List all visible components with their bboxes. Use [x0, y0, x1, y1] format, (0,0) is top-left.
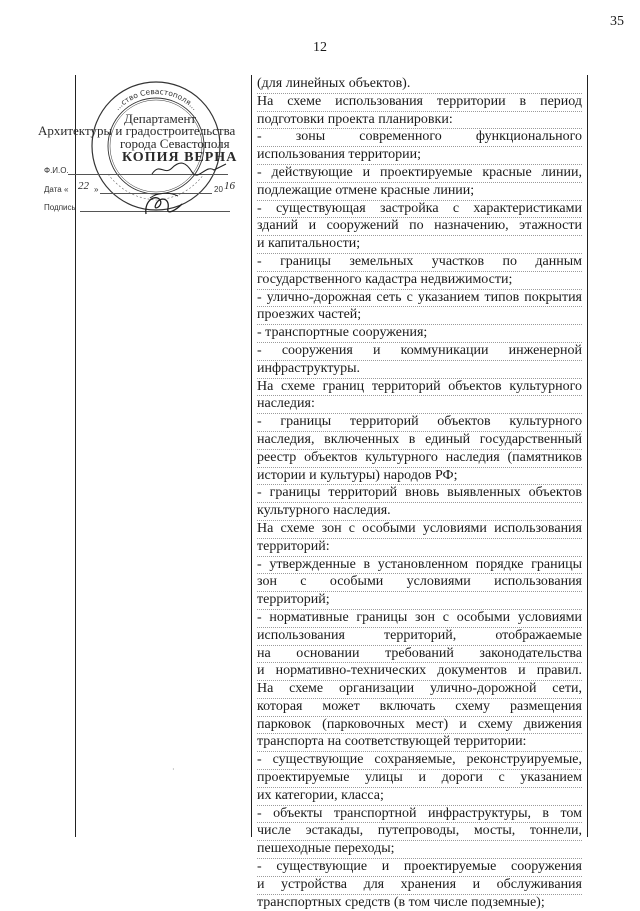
page-corner-number: 35: [610, 14, 624, 29]
text-line: пешеходные переходы;: [257, 841, 582, 859]
text-line: - границы территорий объектов культурного: [257, 414, 582, 432]
text-line: - существующая застройка с характеристиками: [257, 201, 582, 219]
text-line: - нормативные границы зон с особыми условиями: [257, 610, 582, 628]
text-line: использования территорий, отображаемые: [257, 628, 582, 646]
text-line: и устройства для хранения и обслуживания: [257, 877, 582, 895]
text-line: - улично-дорожная сеть с указанием типов покрытия: [257, 290, 582, 308]
text-line: транспортных средств (в том числе подземные);: [257, 894, 545, 910]
text-line: территорий;: [257, 592, 582, 610]
text-line: и капитальности;: [257, 236, 582, 254]
text-line: числе эстакады, путепроводы, мосты, тоннели,: [257, 823, 582, 841]
text-line: - существующие сохраняемые, реконструируемые,: [257, 752, 582, 770]
stamp-fio-label: Ф.И.О.: [44, 166, 69, 175]
text-line: подлежащие отмене красные линии;: [257, 183, 582, 201]
text-line: реестр объектов культурного наследия (памятников: [257, 450, 582, 468]
text-line: На схеме зон с особыми условиями использования: [257, 521, 582, 539]
stamp-date-day: 22: [78, 180, 89, 192]
text-line: парковок (парковочных мест) и схему движения: [257, 717, 582, 735]
fio-handwriting-icon: [150, 158, 230, 180]
text-line: (для линейных объектов).: [257, 76, 582, 94]
requirements-text-column: [257, 76, 582, 911]
text-line: На схеме организации улично-дорожной сети,: [257, 681, 582, 699]
text-line: территорий:: [257, 539, 582, 557]
text-line: - действующие и проектируемые красные линии,: [257, 165, 582, 183]
text-line: - границы территорий вновь выявленных объектов: [257, 485, 582, 503]
text-line: - объекты транспортной инфраструктуры, в том: [257, 806, 582, 824]
text-line: - транспортные сооружения;: [257, 325, 582, 343]
text-line: которая может включать схему размещения: [257, 699, 582, 717]
text-line: На схеме использования территории в период: [257, 94, 582, 112]
stamp-copy-certified: КОПИЯ ВЕРНА: [122, 150, 238, 165]
text-line: - существующие и проектируемые сооружения: [257, 859, 582, 877]
seal-ring-text: …ство Севастополя…: [112, 86, 200, 113]
text-line: подготовки проекта планировки:: [257, 112, 582, 130]
text-line: инфраструктуры.: [257, 361, 582, 379]
text-line: их категории, класса;: [257, 788, 582, 806]
page-number: 12: [313, 40, 327, 55]
text-line: зданий и сооружений по назначению, этажности: [257, 218, 582, 236]
column-divider: [251, 75, 252, 837]
text-line: и нормативно-технических документов и правил.: [257, 663, 582, 681]
text-line: проезжих частей;: [257, 307, 582, 325]
stamp-date-label: Дата «: [44, 185, 69, 194]
stamp-year-suffix: 16: [224, 180, 235, 192]
stamp-architecture: Архитектуры и градостроительства: [38, 123, 236, 138]
text-line: наследия:: [257, 396, 582, 414]
stamp-city: города Севастополя: [120, 136, 230, 151]
stamp-date-sep: »: [94, 185, 99, 194]
stamp-signature-label: Подпись: [44, 203, 76, 212]
text-line: государственного кадастра недвижимости;: [257, 272, 582, 290]
text-line: зон с особыми условиями использования: [257, 574, 582, 592]
text-line: - утвержденные в установленном порядке границы: [257, 557, 582, 575]
stamp-department: Департамент: [124, 111, 197, 126]
text-line: наследия, включенных в единый государственный: [257, 432, 582, 450]
text-line: культурного наследия.: [257, 503, 582, 521]
text-line: истории и культуры) народов РФ;: [257, 468, 582, 486]
signature-icon: [140, 190, 186, 220]
text-line: транспорта на соответствующей территории:: [257, 734, 582, 752]
text-line: использования территории;: [257, 147, 582, 165]
scan-speck: ·: [172, 765, 175, 774]
stamp-year-prefix: 20: [214, 185, 223, 194]
text-line: - границы земельных участков по данным: [257, 254, 582, 272]
text-line: на основании требований законодательства: [257, 646, 582, 664]
text-line: - сооружения и коммуникации инженерной: [257, 343, 582, 361]
text-line: На схеме границ территорий объектов культурного: [257, 379, 582, 397]
text-line: проектируемые улицы и дороги с указанием: [257, 770, 582, 788]
text-line: - зоны современного функционального: [257, 129, 582, 147]
